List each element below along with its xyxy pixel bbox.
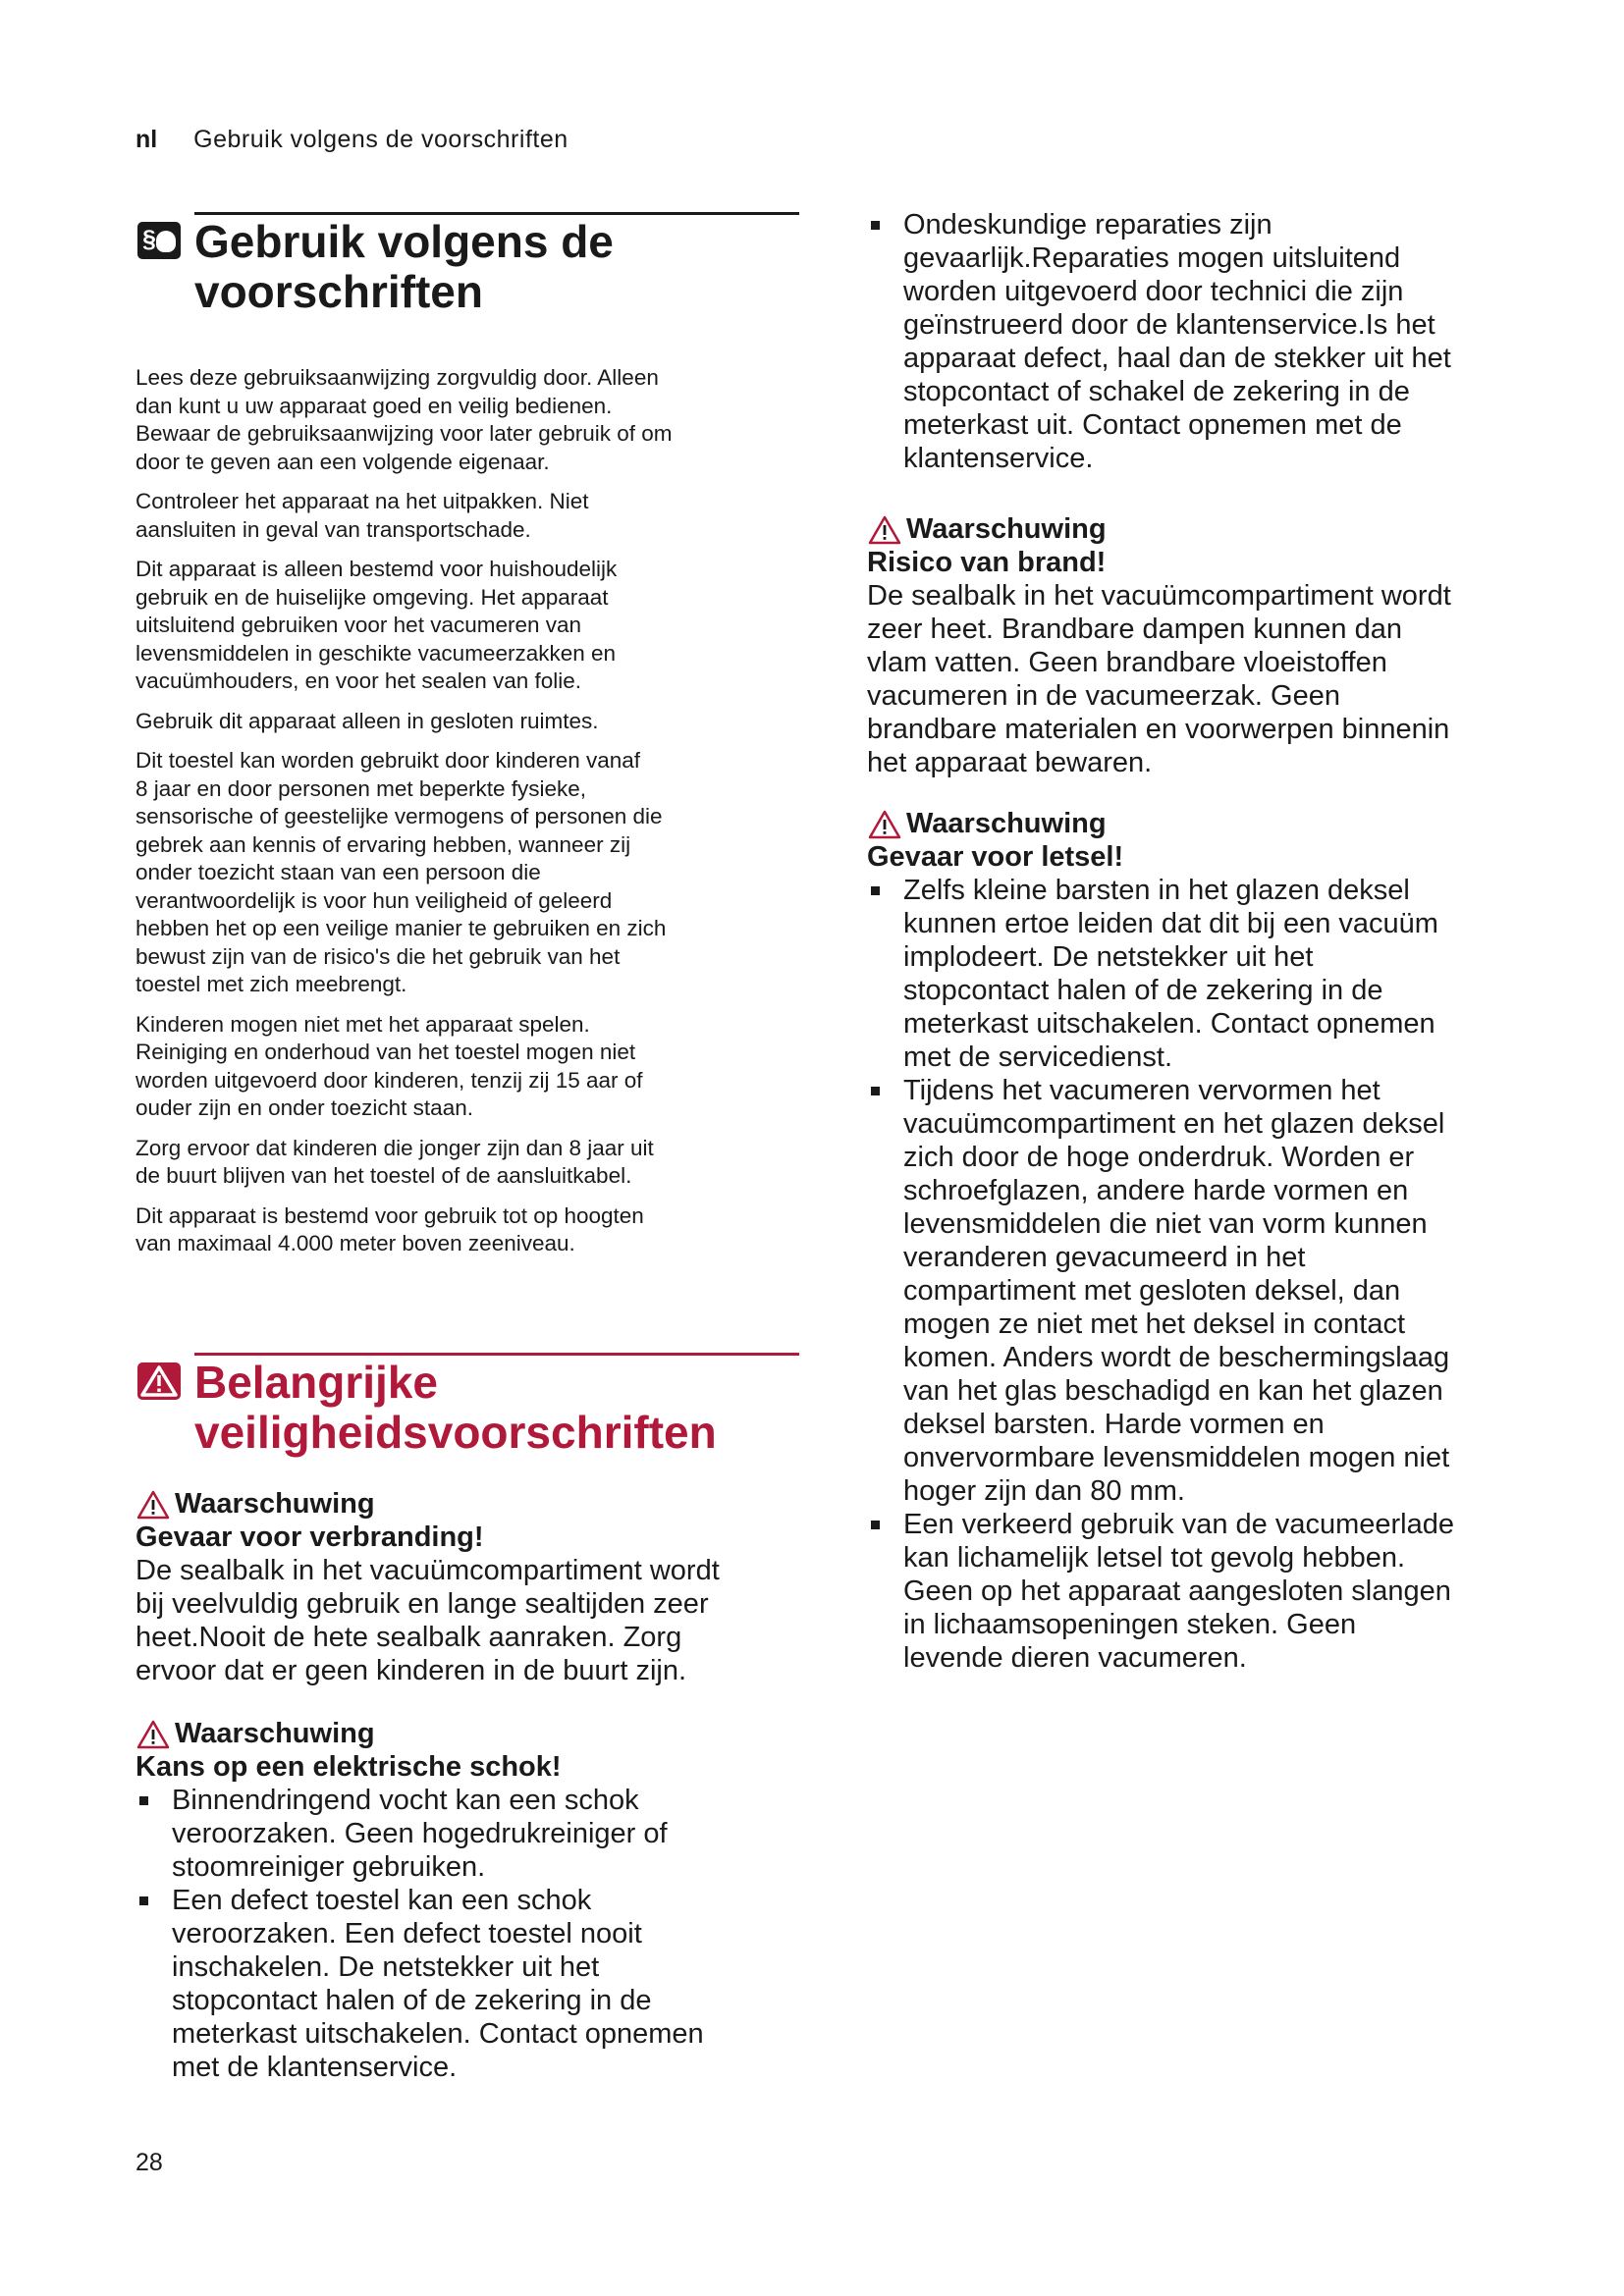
section-rule-safety [194, 1353, 799, 1356]
page-number: 28 [135, 2149, 163, 2176]
left-column [135, 212, 799, 2084]
list-item: Een defect toestel kan een schok veroorzaken. Een defect toestel nooit inschakelen. De netstekker uit het stopcontact halen of de zekering in de meterkast uitschakelen. Contact opnemen met de klantenservice. [135, 1884, 799, 2084]
repair-list [867, 208, 1535, 475]
warning-label: Waarschuwing [135, 1717, 799, 1750]
list-item: Binnendringend vocht kan een schok veroorzaken. Geen hogedrukreiniger of stoomreiniger gebruiken. [135, 1784, 799, 1884]
warning-icon [136, 1490, 170, 1520]
header-title: Gebruik volgens de voorschriften [193, 126, 568, 153]
warning-subtitle: Kans op een elektrische schok! [135, 1750, 562, 1783]
warning-list [867, 874, 1535, 1675]
warning-fire [867, 512, 1535, 779]
list-item: Tijdens het vacumeren vervormen het vacuümcompartiment en het glazen deksel zich door de hoge onderdruk. Worden er schroefglazen, andere harde vormen en levensmiddelen die niet van vorm kunnen veranderen gevacumeerd in het compartiment met gesloten deksel, dan mogen ze niet met het deksel in contact komen. Anders wordt de beschermingslaag van het glas beschadigd en kan het glazen deksel barsten. Harde vormen en onvervormbare levensmiddelen mogen niet hoger zijn dan 80 mm. [867, 1074, 1535, 1508]
warning-list [135, 1784, 799, 2084]
paragraph: Dit toestel kan worden gebruikt door kinderen vanaf 8 jaar en door personen met beperkte fysieke, sensorische of geestelijke vermogens of personen die gebrek aan kennis of ervaring hebben, wanneer zij onder toezicht staan van een persoon die verantwoordelijk is voor hun veiligheid of geleerd hebben het op een veilige manier te gebruiken en zich bewust zijn van de risico's die het gebruik van het toestel met zich meebrengt. [135, 748, 667, 996]
usage-paragraphs [135, 364, 799, 1258]
section-title-usage [135, 217, 799, 317]
warning-label: Waarschuwing [867, 512, 1535, 546]
warning-icon [868, 810, 901, 839]
warning-subtitle: Gevaar voor letsel! [867, 841, 1124, 873]
section-title-line2: voorschriften [194, 266, 483, 317]
warning-injury [867, 807, 1535, 1675]
warning-label: Waarschuwing [867, 807, 1535, 840]
paragraph: Gebruik dit apparaat alleen in gesloten ruimtes. [135, 708, 599, 733]
list-item: Een verkeerd gebruik van de vacumeerlade kan lichamelijk letsel tot gevolg hebben. Geen op het apparaat aangesloten slangen in lichaamsopeningen steken. Geen levende dieren vacumeren. [867, 1508, 1535, 1675]
warning-label: Waarschuwing [135, 1487, 799, 1521]
paragraph: Zorg ervoor dat kinderen die jonger zijn dan 8 jaar uit de buurt blijven van het toestel of de aansluitkabel. [135, 1135, 654, 1188]
warning-text: De sealbalk in het vacuümcompartiment wordt bij veelvuldig gebruik en lange sealtijden zeer heet.Nooit de hete sealbalk aanraken. Zorg ervoor dat er geen kinderen in de buurt zijn. [135, 1554, 720, 1686]
warning-burn [135, 1487, 799, 1687]
paragraph: Controleer het apparaat na het uitpakken. Niet aansluiten in geval van transportschade. [135, 489, 589, 542]
list-item: Zelfs kleine barsten in het glazen deksel kunnen ertoe leiden dat dit bij een vacuüm implodeert. De netstekker uit het stopcontact halen of de zekering in de meterkast uitschakelen. Contact opnemen met de servicedienst. [867, 874, 1535, 1074]
section-title-line1: Belangrijke [194, 1356, 438, 1408]
warning-text: De sealbalk in het vacuümcompartiment wordt zeer heet. Brandbare dampen kunnen dan vlam vatten. Geen brandbare vloeistoffen vacumeren in de vacumeerzak. Geen brandbare materialen en voorwerpen binnenin het apparaat bewaren. [867, 580, 1451, 778]
paragraph: Lees deze gebruiksaanwijzing zorgvuldig door. Alleen dan kunt u uw apparaat goed en veilig bedienen. Bewaar de gebruiksaanwijzing voor later gebruik of om door te geven aan een volgende eigenaar. [135, 365, 673, 474]
warning-triangle-icon [137, 1362, 181, 1400]
paragraph: Dit apparaat is alleen bestemd voor huishoudelijk gebruik en de huiselijke omgeving. Het apparaat uitsluitend gebruiken voor het vacumeren van levensmiddelen in geschikte vacumeerzakken en vacuümhouders, en voor het sealen van folie. [135, 557, 618, 693]
warning-icon [136, 1720, 170, 1749]
right-column [867, 208, 1535, 1675]
warning-shock [135, 1717, 799, 2084]
list-item: Ondeskundige reparaties zijn gevaarlijk.Reparaties mogen uitsluitend worden uitgevoerd door technici die zijn geïnstrueerd door de klantenservice.Is het apparaat defect, haal dan de stekker uit het stopcontact of schakel de zekering in de meterkast uit. Contact opnemen met de klantenservice. [867, 208, 1535, 475]
warning-subtitle: Gevaar voor verbranding! [135, 1521, 484, 1553]
paragraph: Kinderen mogen niet met het apparaat spelen. Reiniging en onderhoud van het toestel mogen niet worden uitgevoerd door kinderen, tenzij zij 15 aar of ouder zijn en onder toezicht staan. [135, 1011, 643, 1120]
language-code: nl [135, 126, 158, 153]
section-rule [194, 212, 799, 215]
section-hand-icon: § [137, 222, 181, 259]
section-title-line1: Gebruik volgens de [194, 216, 614, 267]
warning-icon [868, 515, 901, 545]
paragraph: Dit apparaat is bestemd voor gebruik tot op hoogten van maximaal 4.000 meter boven zeeniveau. [135, 1202, 644, 1255]
section-title-safety [135, 1358, 799, 1458]
warning-subtitle: Risico van brand! [867, 547, 1107, 578]
page-header [135, 126, 568, 154]
section-title-line2: veiligheidsvoorschriften [194, 1406, 717, 1458]
